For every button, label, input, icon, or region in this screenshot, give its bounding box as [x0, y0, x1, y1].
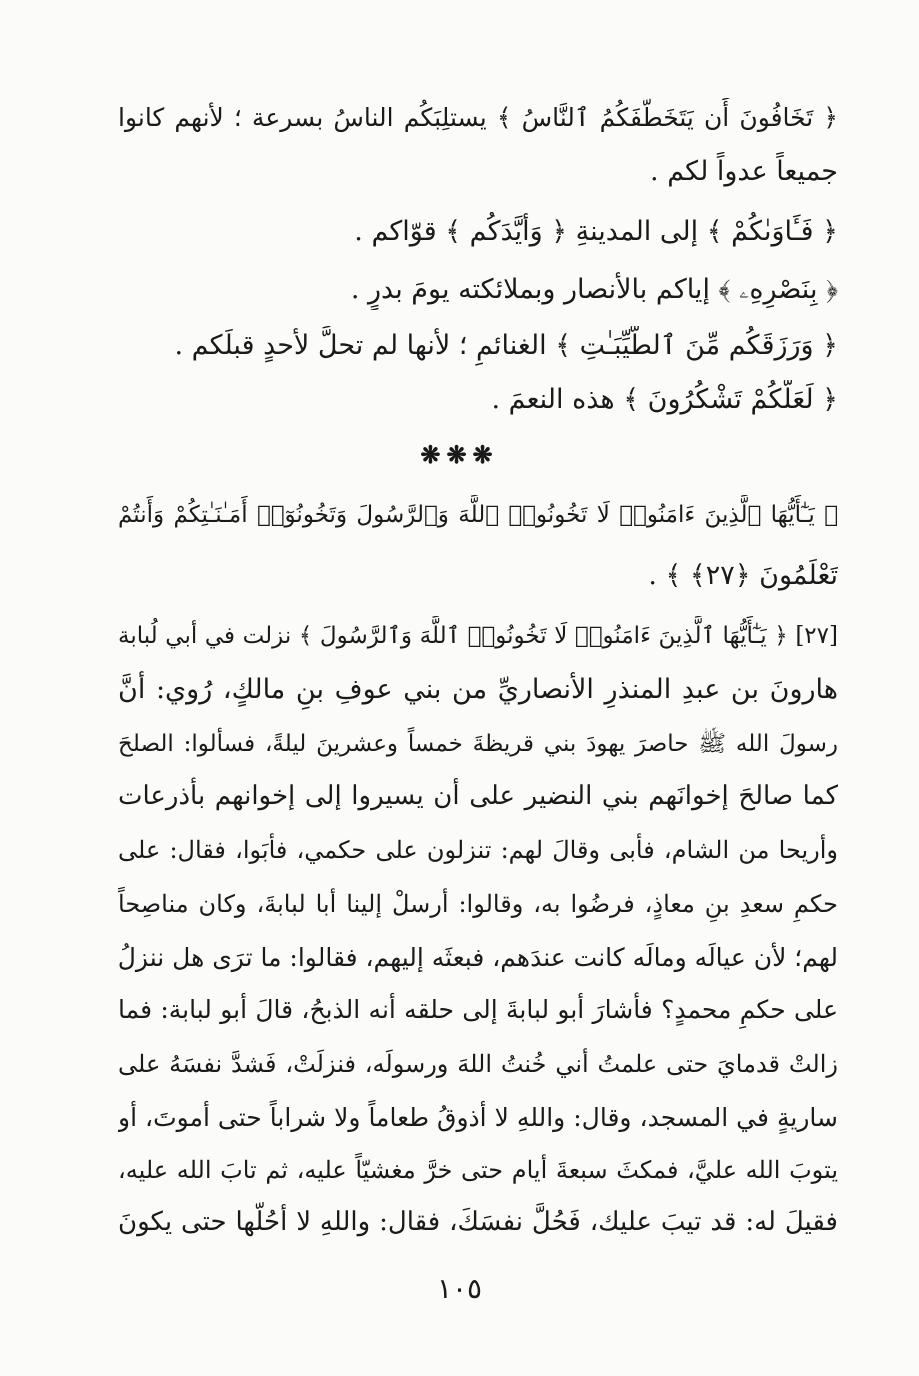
text-line: ﴿ فَـَٔاوَىٰكُمْ ﴾ إلى المدينةِ ﴿ وَأَيَّدَكُم ﴾ قوّاكم .: [354, 216, 838, 247]
text-line: ﴿ لَعَلَّكُمْ تَشْكُرُونَ ﴾ هذه النعمَ .: [491, 384, 838, 415]
commentary-line: يتوبَ الله عليَّ، فمكثَ سبعةَ أيام حتى خرَّ مغشيّاً عليه، ثم تابَ الله عليه،: [118, 1156, 838, 1184]
commentary-line: [٢٧] ﴿ يَـٰٓأَيُّهَا ٱلَّذِينَ ءَامَنُوا۟ لَا تَخُونُوا۟ ٱللَّهَ وَٱلرَّسُولَ ﴾ نزلت في أبي لُبابة: [118, 623, 838, 649]
commentary-line: لهم؛ لأن عيالَه ومالَه كانت عندَهم، فبعثَه إليهم، فقالوا: ما ترَى هل ننزلُ: [118, 943, 838, 972]
commentary-line: زالتْ قدمايَ حتى علمتُ أني خُنتُ اللهَ ورسولَه، فنزلَتْ، فَشدَّ نفسَهُ على: [118, 1050, 838, 1078]
text-line: ﴿ وَرَزَقَكُم مِّنَ ٱلطَّيِّبَـٰتِ ﴾ الغنائمِ ؛ لأنها لم تحلَّ لأحدٍ قبلَكم .: [174, 330, 838, 361]
section-separator: ❋❋❋: [420, 440, 499, 469]
commentary-line: فقيلَ له: قد تيبَ عليك، فَحُلَّ نفسَكَ، فقال: واللهِ لا أحُلُّها حتى يكونَ: [118, 1207, 838, 1237]
verse-line: تَعْلَمُونَ ﴿٢٧﴾ ﴾ .: [648, 560, 838, 591]
commentary-line: حكمِ سعدِ بنِ معاذٍ، فرضُوا به، وقالوا: أرسلْ إلينا أبا لبابةَ، وكان مناصِحاً: [118, 890, 838, 918]
text-line: جميعاً عدواً لكم .: [650, 156, 838, 187]
commentary-line: كما صالحَ إخوانَهم بني النضير على أن يسيروا إلى إخوانهم بأذرعات: [118, 781, 838, 811]
text-line: ﴿ تَخَافُونَ أَن يَتَخَطَّفَكُمُ ٱلنَّاسُ ﴾ يستلِبَكُم الناسُ بسرعة ؛ لأنهم كانوا: [118, 103, 838, 132]
page-number: ١٠٥: [436, 1272, 483, 1305]
commentary-line: هارونَ بن عبدِ المنذرِ الأنصاريِّ من بني عوفِ بنِ مالكٍ، رُوي: أنَّ: [118, 674, 838, 705]
commentary-line: على حكمِ محمدٍ؟ فأشارَ أبو لبابةَ إلى حلقه أنه الذبحُ، قالَ أبو لبابة: فما: [118, 995, 838, 1024]
text-line: ﴿ بِنَصْرِهِۦ ﴾ إياكم بالأنصار وبملائكته يومَ بدرٍ .: [350, 274, 838, 305]
commentary-line: رسولَ الله ﷺ حاصرَ يهودَ بني قريظةَ خمساً وعشرينَ ليلةً، فسألوا: الصلحَ: [118, 731, 838, 757]
commentary-line: ساريةٍ في المسجد، وقال: واللهِ لا أذوقُ طعاماً ولا شراباً حتى أموتَ، أو: [118, 1103, 838, 1132]
verse-line: ﴿ يَـٰٓأَيُّهَا ٱلَّذِينَ ءَامَنُوا۟ لَا تَخُونُوا۟ ٱللَّهَ وَٱلرَّسُولَ وَتَخُونُوٓا۟ أَمَـٰنَـٰتِكُمْ وَأَنتُمْ: [118, 502, 838, 528]
commentary-line: وأريحا من الشام، فأبى وقالَ لهم: تنزلون على حكمي، فأبَوا، فقال: على: [118, 836, 838, 864]
